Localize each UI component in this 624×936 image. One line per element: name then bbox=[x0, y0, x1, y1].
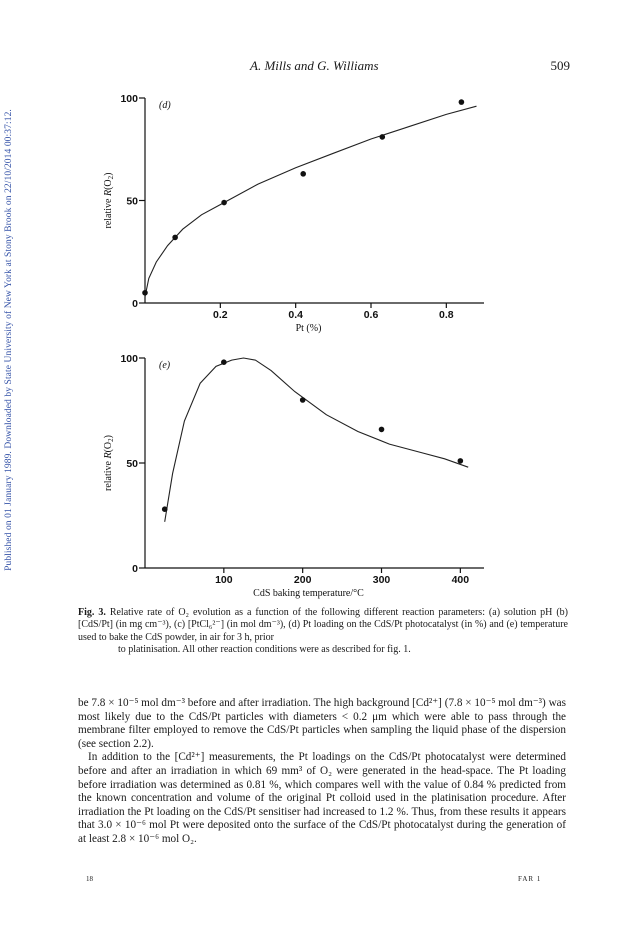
y-tick-label: 50 bbox=[126, 195, 138, 208]
panel-label: (d) bbox=[159, 100, 171, 111]
footer-journal-mark: FAR 1 bbox=[518, 875, 542, 883]
x-tick-label: 0.6 bbox=[363, 309, 379, 321]
x-axis-title: CdS baking temperature/°C bbox=[253, 588, 364, 599]
y-axis-title: relative $R(O_2)$ bbox=[103, 435, 115, 491]
paragraph-2: In addition to the [Cd²⁺] measurements, the Pt loadings on the CdS/Pt photocatalyst were determined before and after an irradiation in which 69 mm³ of O₂ were generated in the head-space. The Pt loading before irradiation was determined as 0.81 %, which compares well with the value of 0.84 % predicted from the known concentration and volume of the original Pt colloid used in the platinisation procedure. After irradiation the Pt loading on the CdS/Pt sensitiser had increased to 1.2 %. Thus, from these results it appears that 3.0 × 10⁻⁶ mol Pt were deposited onto the surface of the CdS/Pt photocatalyst during the generation of at least 2.8 × 10⁻⁶ mol O₂. bbox=[78, 751, 566, 845]
y-tick-label: 100 bbox=[120, 353, 138, 365]
download-notice-text: Published on 01 January 1989. Downloaded by State University of New York at Stony Brook on 22/10/2014 00:37:12. bbox=[4, 109, 14, 571]
data-point bbox=[300, 171, 306, 177]
y-tick-label: 0 bbox=[132, 563, 138, 575]
x-tick-label: 100 bbox=[215, 574, 233, 586]
x-tick-label: 0.8 bbox=[439, 309, 454, 321]
download-notice bbox=[2, 60, 16, 620]
data-point bbox=[459, 99, 465, 105]
data-point bbox=[379, 427, 385, 433]
data-point bbox=[221, 359, 227, 365]
page-number: 509 bbox=[550, 58, 570, 73]
y-tick-label: 50 bbox=[126, 458, 138, 470]
paragraph-1: be 7.8 × 10⁻⁵ mol dm⁻³ before and after irradiation. The high background [Cd²⁺] (7.8 × 10⁻⁵ mol dm⁻³) was most likely due to the CdS/Pt particles with diameters < 0.2 μm which were able to pass through the membrane filter employed to remove the CdS/Pt particles when sampling the liquid phase of the dispersion (see section 2.2). bbox=[78, 697, 566, 750]
data-point bbox=[162, 506, 168, 512]
data-point bbox=[380, 134, 386, 140]
chart-d bbox=[100, 88, 500, 338]
x-tick-label: 0.2 bbox=[213, 309, 228, 321]
fit-curve bbox=[165, 358, 469, 522]
footer-signature-number: 18 bbox=[86, 875, 93, 883]
data-point bbox=[300, 397, 306, 403]
caption-last-line: to platinisation. All other reaction conditions were as described for fig. 1. bbox=[118, 644, 411, 656]
caption-label: Fig. 3. bbox=[78, 607, 106, 618]
x-axis-title: Pt (%) bbox=[295, 323, 322, 334]
figure-caption bbox=[78, 607, 568, 657]
x-tick-label: 300 bbox=[372, 574, 391, 586]
body-text bbox=[78, 697, 566, 847]
data-point bbox=[221, 200, 227, 206]
panel-label: (e) bbox=[159, 360, 171, 371]
x-tick-label: 0.4 bbox=[288, 309, 303, 321]
running-head: A. Mills and G. Williams bbox=[250, 58, 379, 73]
x-tick-label: 400 bbox=[451, 574, 470, 586]
y-tick-label: 100 bbox=[120, 93, 138, 105]
y-axis-title: relative $R(O_2)$ bbox=[103, 172, 115, 229]
chart-e bbox=[100, 348, 500, 598]
data-point bbox=[142, 290, 148, 296]
data-point bbox=[458, 458, 464, 464]
x-tick-label: 200 bbox=[293, 574, 312, 586]
y-tick-label: 0 bbox=[132, 298, 138, 310]
fit-curve bbox=[145, 106, 477, 297]
caption-text: Relative rate of O₂ evolution as a function of the following different reaction parameters: (a) solution pH (b) [CdS/Pt] (in mg cm⁻³), (c) [PtCl₆²⁻] (in mol dm⁻³), (d) Pt loading on the CdS/Pt photocatalyst (in %) and (e) temperature used to bake the CdS powder, in air for 3 h, prior bbox=[78, 607, 569, 643]
data-point bbox=[172, 235, 178, 241]
